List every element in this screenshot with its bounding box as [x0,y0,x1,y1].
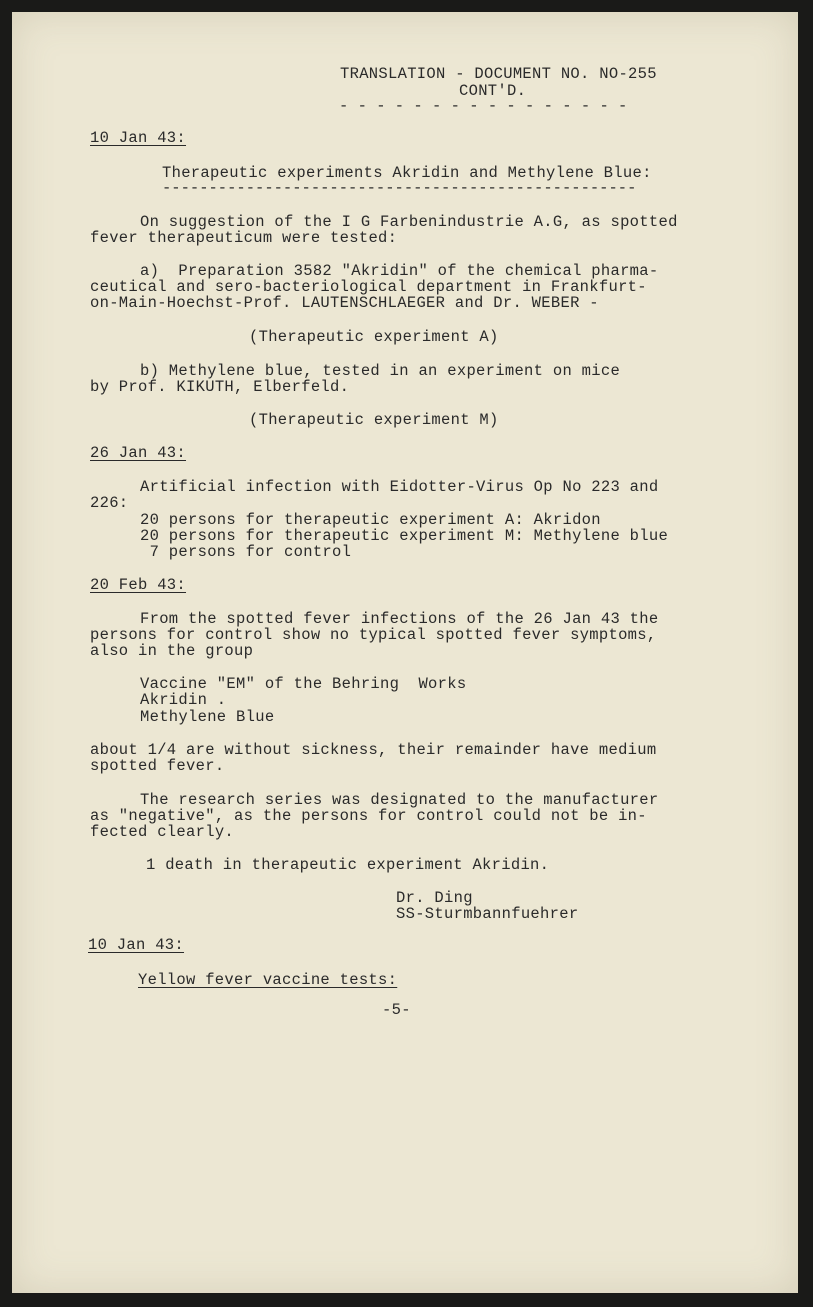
group-item: Vaccine "EM" of the Behring Works [140,675,467,693]
paragraph-line: also in the group [90,642,254,660]
signature-rank: SS-Sturmbannfuehrer [396,905,579,923]
note-a: (Therapeutic experiment A) [249,328,499,346]
continued-label: CONT'D. [459,82,527,100]
group-item: Methylene Blue [140,708,275,726]
group-line: 20 persons for therapeutic experiment M: Methylene blue [140,527,669,545]
note-b: (Therapeutic experiment M) [249,411,499,429]
entry-date-1: 10 Jan 43: [90,129,187,147]
paragraph-line: From the spotted fever infections of the 26 Jan 43 the [140,610,659,628]
paragraph-line: as "negative", as the persons for control could not be in- [90,807,647,825]
entry-date-4: 10 Jan 43: [88,936,185,954]
paragraph-line: about 1/4 are without sickness, their remainder have medium [90,741,657,759]
entry-heading-4: Yellow fever vaccine tests: [138,971,398,989]
group-line: 7 persons for control [140,543,352,561]
document-page [12,12,798,1293]
paragraph-line: On suggestion of the I G Farbenindustrie A.G, as spotted [140,213,678,231]
item-a-line: a) Preparation 3582 "Akridin" of the chemical pharma- [140,262,659,280]
item-b-line: by Prof. KIKUTH, Elberfeld. [90,378,350,396]
item-a-line: on-Main-Hoechst-Prof. LAUTENSCHLAEGER and Dr. WEBER - [90,294,599,312]
group-line: 20 persons for therapeutic experiment A: Akridon [140,511,601,529]
heading-rule-1: --------------------------------------------------- [162,179,637,197]
paragraph-line: fever therapeuticum were tested: [90,229,398,247]
item-b-line: b) Methylene blue, tested in an experiment on mice [140,362,621,380]
header-rule: - - - - - - - - - - - - - - - - [339,97,628,115]
death-note: 1 death in therapeutic experiment Akridin. [146,856,550,874]
paragraph-line: persons for control show no typical spotted fever symptoms, [90,626,657,644]
paragraph-line: spotted fever. [90,757,225,775]
group-item: Akridin . [140,691,227,709]
infection-line: 226: [90,494,129,512]
paragraph-line: The research series was designated to the manufacturer [140,791,659,809]
paragraph-line: fected clearly. [90,823,235,841]
infection-line: Artificial infection with Eidotter-Virus Op No 223 and [140,478,659,496]
item-a-line: ceutical and sero-bacteriological department in Frankfurt- [90,278,647,296]
entry-date-3: 20 Feb 43: [90,576,187,594]
entry-date-2: 26 Jan 43: [90,444,187,462]
document-title: TRANSLATION - DOCUMENT NO. NO-255 [340,65,657,83]
page-number: -5- [382,1001,411,1019]
entry-heading-1: Therapeutic experiments Akridin and Methylene Blue: [162,164,652,182]
signature-name: Dr. Ding [396,889,473,907]
